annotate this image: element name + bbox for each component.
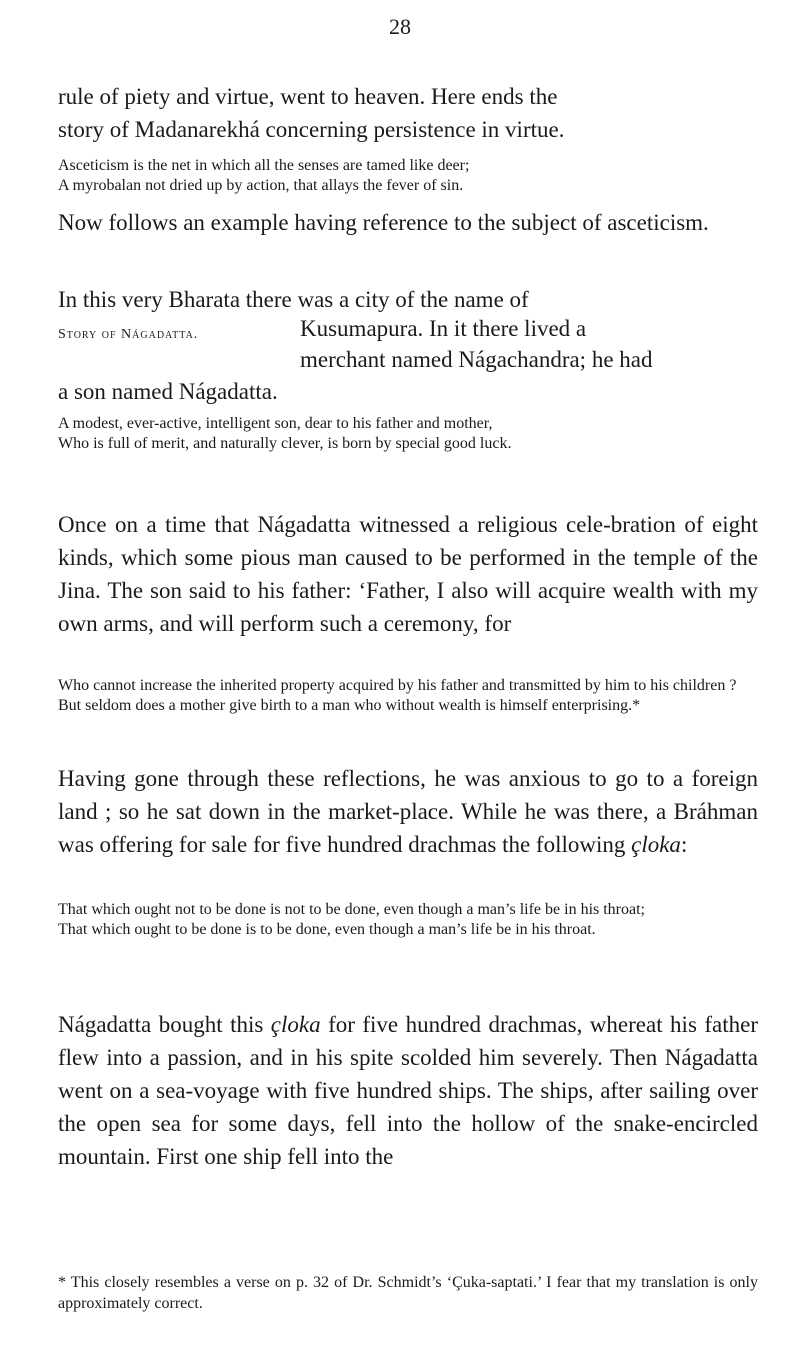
paragraph-6: [58, 1008, 758, 1173]
verse-ought-to-be-done: [58, 900, 758, 940]
verse-line: A myrobalan not dried up by action, that allays the fever of sin.: [58, 177, 464, 194]
verse-modest-son: [58, 414, 758, 454]
verse-line: Who is full of merit, and naturally clever, is born by special good luck.: [58, 435, 512, 452]
paragraph-1-line-1: rule of piety and virtue, went to heaven. Here ends the: [58, 84, 558, 109]
paragraph-6-rest: for five hundred drachmas, whereat his father flew into a passion, and in his spite scolded him severely. Then Nágadatta went on a sea-voyage with five hundred ships. The ships, after sailing over the open sea for some days, fell into the hollow of the snake-encircled mountain. First one ship fell into the: [58, 1012, 758, 1169]
paragraph-4: [58, 508, 758, 640]
verse-line: But seldom does a mother give birth to a man who without wealth is himself enterprising.*: [58, 697, 641, 714]
verse-line: That which ought to be done is to be done, even though a man’s life be in his throat.: [58, 921, 596, 938]
paragraph-3-last-line: [58, 375, 758, 408]
verse-line: A modest, ever-active, intelligent son, dear to his father and mother,: [58, 415, 493, 432]
paragraph-2: [58, 206, 758, 239]
page-number: 28: [389, 14, 411, 39]
paragraph-3-side-line-2: merchant named Nágachandra; he had: [300, 347, 653, 372]
paragraph-1: [58, 80, 758, 146]
paragraph-3-last: a son named Nágadatta.: [58, 379, 278, 404]
paragraph-3-side-line-1: Kusumapura. In it there lived a: [300, 316, 587, 341]
paragraph-5-text: Having gone through these reflections, he was anxious to go to a foreign land ; so he sat down in the market-place. While he was there, a Bráhman was offering for sale for five hundred drachmas the following: [58, 766, 758, 857]
footnote: [58, 1272, 758, 1314]
paragraph-3-first-line: [58, 283, 758, 316]
paragraph-3-line-1: In this very Bharata there was a city of the name of: [58, 287, 529, 312]
paragraph-6-start: Nágadatta bought this: [58, 1012, 264, 1037]
verse-line: Asceticism is the net in which all the senses are tamed like deer;: [58, 157, 470, 174]
verse-inherited-property: [58, 676, 758, 716]
footnote-text: * This closely resembles a verse on p. 32 of Dr. Schmidt’s ‘Çuka-saptati.’ I fear that my translation is only approximately correct.: [58, 1274, 758, 1312]
paragraph-5: [58, 762, 758, 861]
paragraph-2-text: Now follows an example having reference to the subject of asceticism.: [58, 210, 709, 235]
paragraph-6-italic-term: çloka: [270, 1012, 321, 1037]
verse-line: Who cannot increase the inherited property acquired by his father and transmitted by him to his children ?: [58, 677, 737, 694]
side-heading: Story of Nágadatta.: [58, 327, 199, 342]
paragraph-5-end: :: [680, 832, 688, 857]
verse-asceticism: [58, 156, 758, 196]
paragraph-1-line-2: story of Madanarekhá concerning persistence in virtue.: [58, 117, 565, 142]
paragraph-5-italic-term: çloka: [631, 832, 681, 857]
paragraph-4-text: Once on a time that Nágadatta witnessed a religious cele-bration of eight kinds, which some pious man caused to be performed in the temple of the Jina. The son said to his father: ‘Father, I also will acquire wealth with my own arms, and will perform such a ceremony, for: [58, 512, 758, 636]
verse-line: That which ought not to be done is not to be done, even though a man’s life be in his throat;: [58, 901, 645, 918]
